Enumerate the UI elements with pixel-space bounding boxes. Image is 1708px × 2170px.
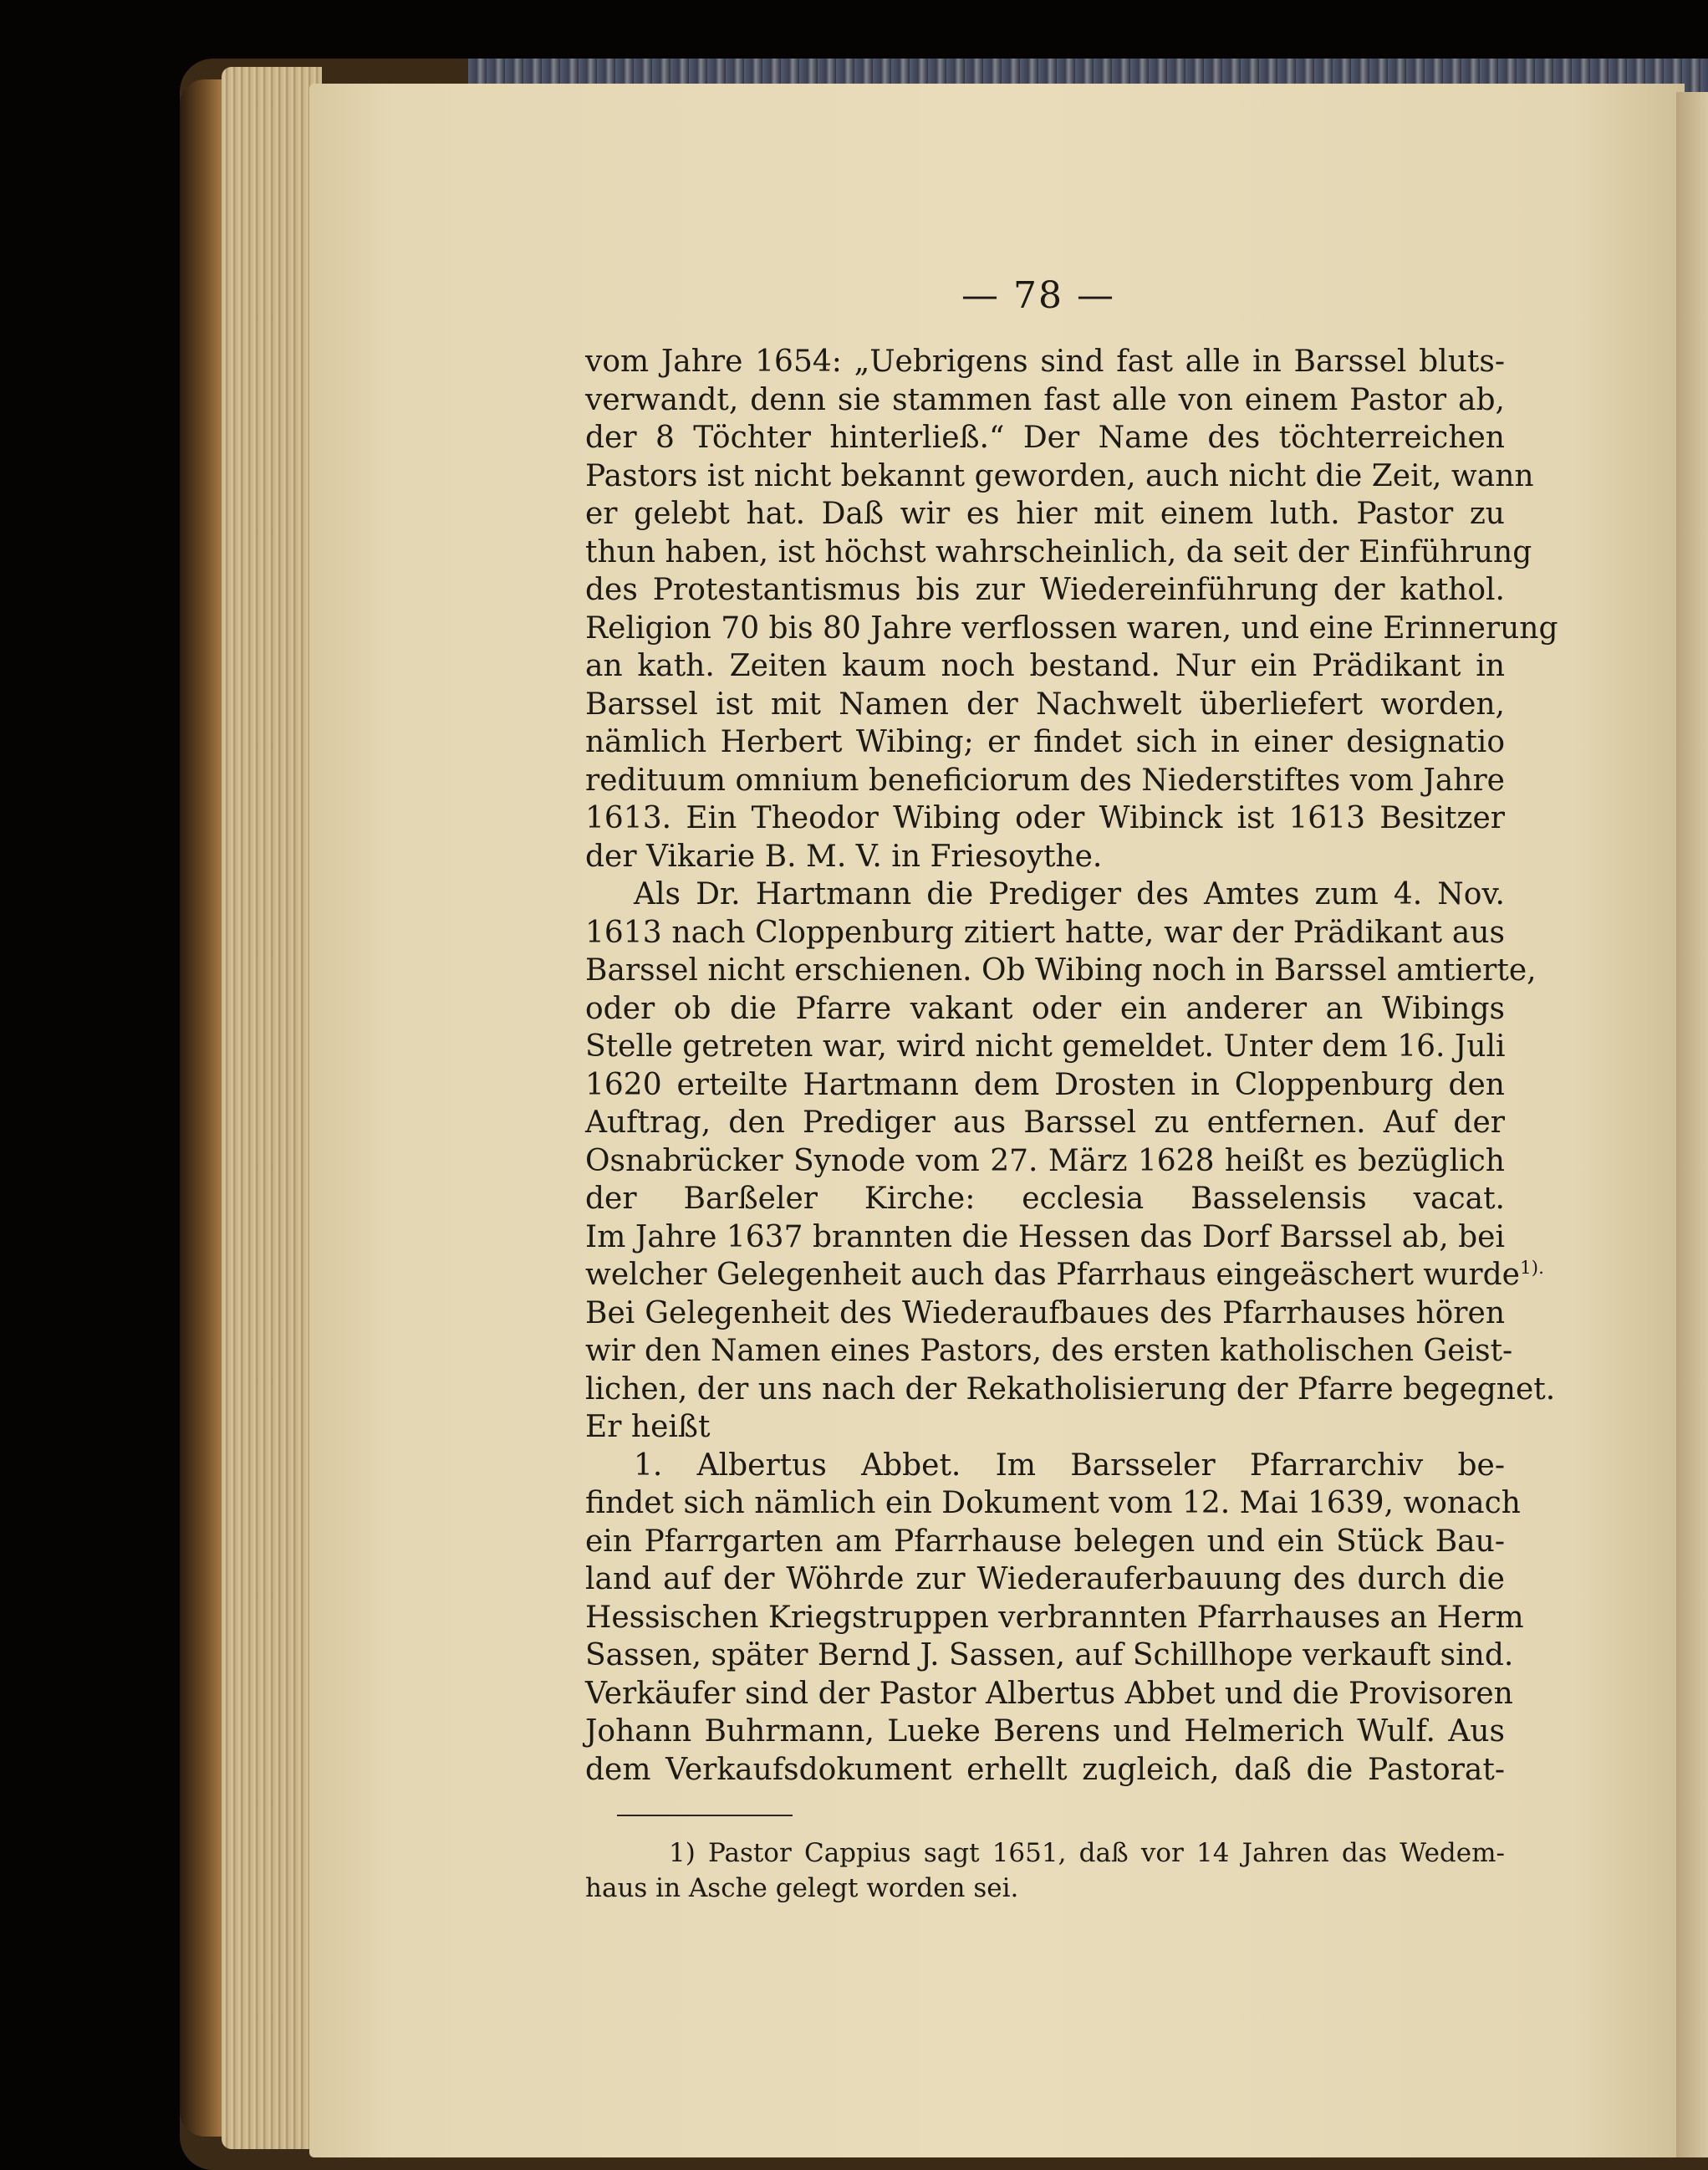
text-line: 1613. Ein Theodor Wibing oder Wibinck ist 1613 Besitzer [585,801,1505,835]
section-heading-line: 1. Albertus Abbet. Im Barsseler Pfarrarchiv be- [634,1448,1505,1483]
text-line: an kath. Zeiten kaum noch bestand. Nur ein Prädikant in [585,649,1505,683]
text-line: verwandt, denn sie stammen fast alle von einem Pastor ab, [585,382,1505,417]
facing-page-edge [1676,92,1708,2157]
text-line: redituum omnium beneficiorum des Niederstiftes vom Jahre [585,763,1505,798]
text-line [585,1256,1544,1294]
text-line: Johann Buhrmann, Lueke Berens und Helmerich Wulf. Aus [585,1714,1505,1749]
text-line: des Protestantismus bis zur Wiedereinführung der kathol. [585,573,1505,607]
text-line: Religion 70 bis 80 Jahre verflossen waren, und eine Erinnerung [585,610,1558,646]
text-line: Barssel ist mit Namen der Nachwelt überliefert worden, [585,687,1505,722]
text-line: oder ob die Pfarre vakant oder ein anderer an Wibings [585,991,1505,1026]
text-line-body: welcher Gelegenheit auch das Pfarrhaus eingeäschert wurde [585,1258,1520,1292]
footnote-line: haus in Asche gelegt worden sei. [585,1873,1019,1903]
text-line: er gelebt hat. Daß wir es hier mit einem luth. Pastor zu [585,497,1505,531]
footnote-divider [617,1815,793,1816]
text-line: Bei Gelegenheit des Wiederaufbaues des Pfarrhauses hören [585,1295,1505,1330]
text-line: Verkäufer sind der Pastor Albertus Abbet und die Provisoren [585,1676,1513,1711]
text-line: Im Jahre 1637 brannten die Hessen das Dorf Barssel ab, bei [585,1219,1505,1254]
text-line: Barssel nicht erschienen. Ob Wibing noch in Barssel amtierte, [585,953,1537,988]
page-edges [222,67,322,2149]
text-line: Hessischen Kriegstruppen verbrannten Pfarrhauses an Herm [585,1600,1524,1635]
text-line: ein Pfarrgarten am Pfarrhause belegen und ein Stück Bau- [585,1524,1505,1559]
text-line: land auf der Wöhrde zur Wiederauferbauung des durch die [585,1562,1505,1596]
text-line: Stelle getreten war, wird nicht gemeldet. Unter dem 16. Juli [585,1029,1506,1064]
text-line: der Vikarie B. M. V. in Friesoythe. [585,839,1103,874]
text-line: wir den Namen eines Pastors, des ersten katholischen Geist- [585,1334,1513,1368]
text-line: Er heißt [585,1410,711,1444]
text-line: der 8 Töchter hinterließ.“ Der Name des töchterreichen [585,421,1505,455]
page-number: — 78 — [961,274,1115,317]
text-line: nämlich Herbert Wibing; er findet sich in einer designatio [585,725,1505,759]
text-line: lichen, der uns nach der Rekatholisierung der Pfarre begegnet. [585,1371,1556,1407]
text-line: Sassen, später Bernd J. Sassen, auf Schillhope verkauft sind. [585,1638,1514,1672]
text-line: Osnabrücker Synode vom 27. März 1628 heißt es bezüglich [585,1143,1505,1178]
text-line: der Barßeler Kirche: ecclesia Basselensis vacat. [585,1182,1505,1216]
text-line: vom Jahre 1654: „Uebrigens sind fast alle in Barssel bluts- [585,345,1505,379]
text-line: findet sich nämlich ein Dokument vom 12. Mai 1639, wonach [585,1486,1521,1520]
footnote-reference: 1). [1519,1258,1544,1279]
body-text [585,343,1558,1789]
text-line: dem Verkaufsdokument erhellt zugleich, daß die Pastorat- [585,1752,1505,1787]
footnote [585,1836,1505,1906]
text-line: Auftrag, den Prediger aus Barssel zu entfernen. Auf der [585,1105,1505,1140]
text-line: Pastors ist nicht bekannt geworden, auch nicht die Zeit, wann [585,458,1534,493]
text-line: 1613 nach Cloppenburg zitiert hatte, war der Prädikant aus [585,915,1505,950]
footnote-line: 1) Pastor Cappius sagt 1651, daß vor 14 Jahren das Wedem- [669,1838,1505,1868]
text-line: Als Dr. Hartmann die Prediger des Amtes zum 4. Nov. [634,877,1505,911]
text-line: thun haben, ist höchst wahrscheinlich, da seit der Einführung [585,534,1532,569]
text-line: 1620 erteilte Hartmann dem Drosten in Cloppenburg den [585,1067,1505,1102]
